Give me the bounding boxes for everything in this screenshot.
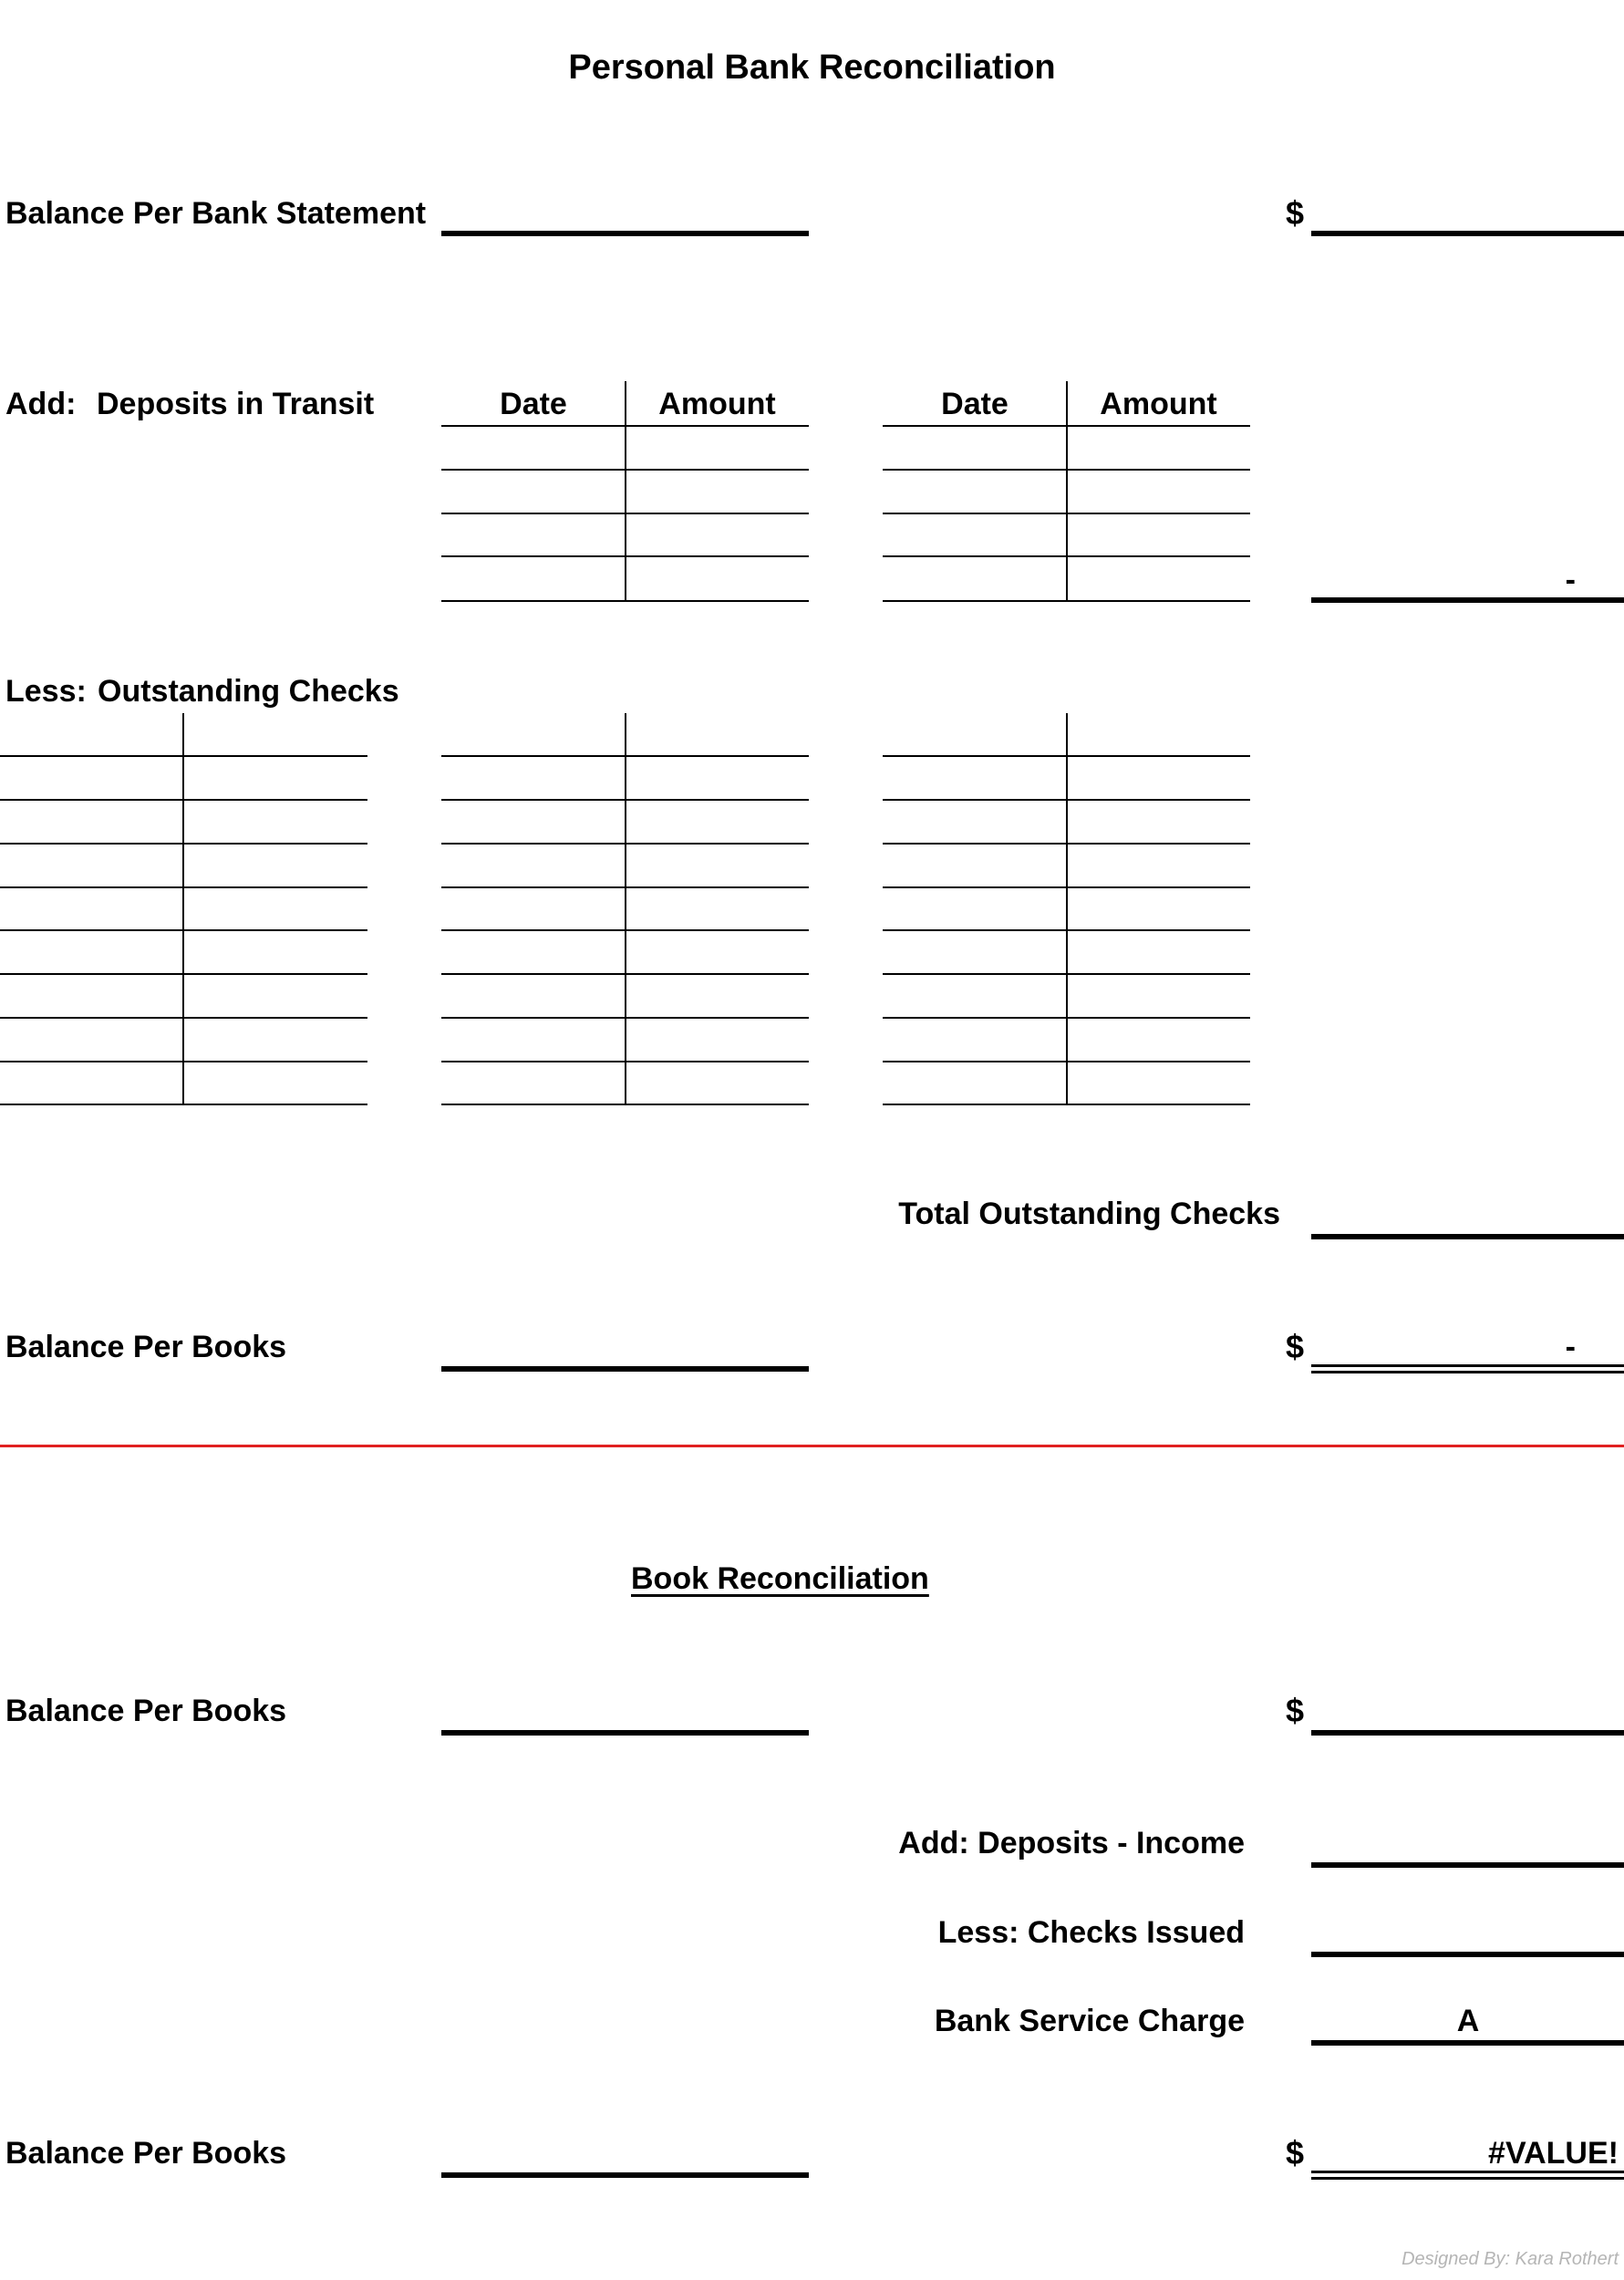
deposits-income-line[interactable]: [1311, 1862, 1624, 1868]
total-outstanding-checks-label: Total Outstanding Checks: [898, 1197, 1280, 1231]
checks-grid1-row: [0, 1061, 367, 1062]
balance-per-books-value: -: [1565, 1330, 1576, 1364]
checks-grid1-row: [0, 1104, 367, 1105]
checks-grid2-row: [441, 843, 809, 845]
checks-grid3-row: [883, 755, 1250, 757]
checks-grid3-row: [883, 1017, 1250, 1019]
checks-grid2-row: [441, 1061, 809, 1062]
deposits-grid2-row: [883, 425, 1250, 427]
balance-per-bank-statement-label: Balance Per Bank Statement: [5, 196, 427, 231]
deposits-grid2-row: [883, 469, 1250, 471]
book-balance-per-books-label: Balance Per Books: [5, 1694, 287, 1728]
checks-grid2-divider: [625, 713, 626, 1105]
checks-grid3-row: [883, 929, 1250, 931]
bank-statement-amount-line[interactable]: [1311, 231, 1624, 236]
checks-grid1-row: [0, 1017, 367, 1019]
bank-statement-entry-line[interactable]: [441, 231, 809, 236]
checks-grid3-row: [883, 1104, 1250, 1105]
designer-credit: Designed By: Kara Rothert: [1402, 2249, 1619, 2269]
outstanding-checks-label: Outstanding Checks: [98, 674, 399, 709]
final-balance-entry-line[interactable]: [441, 2172, 809, 2178]
balance-per-books-double-underline-bottom: [1311, 1371, 1624, 1373]
final-balance-double-underline-top: [1311, 2171, 1624, 2173]
add-label: Add:: [5, 387, 77, 421]
total-outstanding-checks-line[interactable]: [1311, 1234, 1624, 1239]
balance-per-books-label: Balance Per Books: [5, 1330, 287, 1364]
deposits-grid2-row: [883, 513, 1250, 514]
less-label: Less:: [5, 674, 87, 709]
dollar-sign: $: [1286, 1328, 1305, 1365]
dollar-sign: $: [1286, 194, 1305, 232]
deposits-col-amount: Amount: [658, 387, 776, 421]
deposits-grid1-divider: [625, 381, 626, 602]
deposits-grid2-row: [883, 555, 1250, 557]
deposits-in-transit-label: Deposits in Transit: [97, 387, 375, 421]
checks-grid1-row: [0, 755, 367, 757]
checks-grid2-row: [441, 973, 809, 975]
checks-issued-line[interactable]: [1311, 1952, 1624, 1957]
page-title: Personal Bank Reconciliation: [568, 48, 1056, 87]
book-reconciliation-title: Book Reconciliation: [631, 1561, 929, 1596]
checks-grid3-row: [883, 799, 1250, 801]
checks-grid2-row: [441, 929, 809, 931]
checks-grid1-row: [0, 799, 367, 801]
checks-grid1-divider: [182, 713, 184, 1105]
balance-per-books-double-underline-top: [1311, 1364, 1624, 1367]
final-balance-per-books-label: Balance Per Books: [5, 2136, 287, 2171]
checks-grid3-row: [883, 886, 1250, 888]
checks-grid1-row: [0, 843, 367, 845]
deposits-col-amount-2: Amount: [1100, 387, 1217, 421]
checks-grid3-row: [883, 843, 1250, 845]
bank-service-charge-line[interactable]: [1311, 2040, 1624, 2046]
checks-grid3-row: [883, 1061, 1250, 1062]
deposits-grid1-row: [441, 555, 809, 557]
book-balance-amount-line[interactable]: [1311, 1730, 1624, 1736]
bank-service-charge-value: A: [1456, 2004, 1480, 2038]
book-balance-entry-line[interactable]: [441, 1730, 809, 1736]
bank-service-charge-label: Bank Service Charge: [934, 2004, 1245, 2038]
checks-grid3-row: [883, 973, 1250, 975]
deposits-grid2-divider: [1066, 381, 1068, 602]
checks-grid2-row: [441, 1104, 809, 1105]
deposits-grid2-row: [883, 600, 1250, 602]
checks-grid3-divider: [1066, 713, 1068, 1105]
checks-grid2-row: [441, 1017, 809, 1019]
final-balance-value: #VALUE!: [1488, 2136, 1619, 2171]
checks-grid1-row: [0, 886, 367, 888]
checks-grid2-row: [441, 755, 809, 757]
checks-grid1-row: [0, 973, 367, 975]
dollar-sign: $: [1286, 1692, 1305, 1729]
deposits-grid1-row: [441, 425, 809, 427]
dollar-sign: $: [1286, 2134, 1305, 2171]
deposits-grid1-row: [441, 513, 809, 514]
deposits-total-value: -: [1565, 563, 1576, 597]
deposits-grid1-row: [441, 600, 809, 602]
deposits-grid1-row: [441, 469, 809, 471]
checks-grid2-row: [441, 799, 809, 801]
less-checks-issued-label: Less: Checks Issued: [937, 1915, 1245, 1950]
checks-grid2-row: [441, 886, 809, 888]
deposits-total-line[interactable]: [1311, 597, 1624, 603]
final-balance-double-underline-bottom: [1311, 2177, 1624, 2180]
add-deposits-income-label: Add: Deposits - Income: [898, 1826, 1245, 1860]
deposits-col-date-2: Date: [941, 387, 1009, 421]
checks-grid1-row: [0, 929, 367, 931]
balance-per-books-entry-line[interactable]: [441, 1366, 809, 1372]
deposits-col-date: Date: [500, 387, 567, 421]
section-divider: [0, 1445, 1624, 1447]
